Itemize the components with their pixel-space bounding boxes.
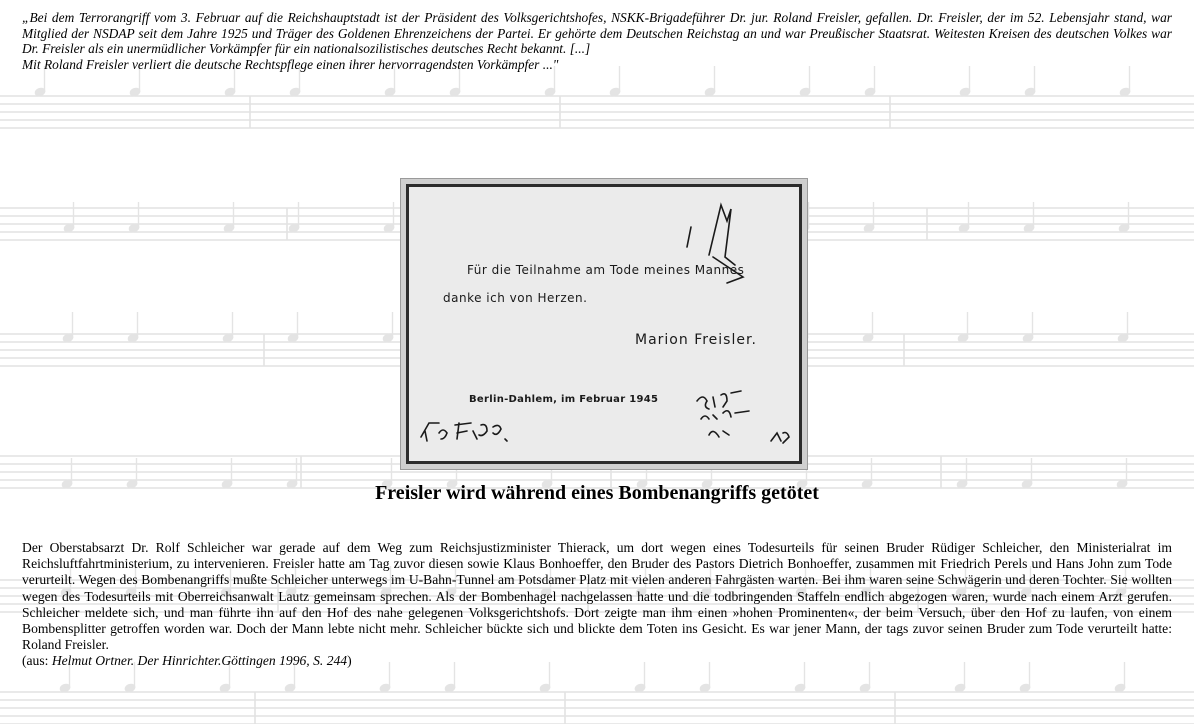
source-prefix: (aus: bbox=[22, 653, 52, 669]
card-place-date: Berlin-Dahlem, im Februar 1945 bbox=[469, 394, 659, 405]
body-paragraph: Der Oberstabsarzt Dr. Rolf Schleicher war gerade auf dem Weg zum Reichsjustizminister Thierack, um dort wegen eines Todesurteils für seinen Bruder Rüdiger Schleicher, den Ministerialrat im Reichsluftfahrtministerium, zu intervenieren. Freisler hatte am Tag zuvor diesen sowie Klaus Bonhoeffer, den Bruder des Pastors Dietrich Bonhoeffer, zusammen mit Friedrich Perels und Hans John zum Tode verurteilt. Wegen des Bombenangriffs mußte Schleicher unterwegs im U-Bahn-Tunnel am Potsdamer Platz mit vielen anderen Fahrgästen warten. Bei ihm waren seine Schwägerin und deren Tochter. Sie wollten wegen des Todesurteils mit Oberreichsanwalt Lautz gemeinsam sprechen. Als der Bombenhagel nachgelassen hatte und die todbringenden Staffeln endlich abgezogen waren, wurde nach einem Arzt gerufen. Schleicher meldete sich, und man führte ihn auf den Hof des nahe gelegenen Volksgerichtshofs. Dort zeigte man ihm einen »hohen Prominenten«, der beim Versuch, über den Hof zu laufen, von einem Bombensplitter getroffen worden war. Doch der Mann lebte nicht mehr. Schleicher bückte sich und blickte dem Toten ins Gesicht. Es war jener Mann, der tags zuvor seinen Bruder zum Tode verurteilt hatte: Roland Freisler. bbox=[22, 540, 1172, 653]
archive-number-icon bbox=[421, 423, 507, 441]
card-text-line2: danke ich von Herzen. bbox=[443, 291, 588, 305]
source-suffix: ) bbox=[347, 653, 352, 669]
intro-quote bbox=[22, 10, 1172, 72]
section-heading: Freisler wird während eines Bombenangriffs getötet bbox=[375, 482, 819, 504]
signature-scrawl-icon bbox=[687, 205, 743, 283]
condolence-card bbox=[406, 184, 802, 464]
card-signature-name: Marion Freisler. bbox=[635, 332, 757, 348]
intro-quote-end: Mit Roland Freisler verliert die deutsche Rechtspflege einen ihrer hervorragendsten Vorkämpfer ..." bbox=[22, 56, 559, 72]
body-text-block bbox=[22, 540, 1172, 670]
card-text-line1: Für die Teilnahme am Tode meines Mannes bbox=[467, 263, 745, 277]
handwritten-note-icon bbox=[697, 391, 749, 437]
initials-icon bbox=[771, 433, 789, 444]
source-citation bbox=[22, 653, 1172, 669]
source-book-citation: Helmut Ortner. Der Hinrichter.Göttingen 1996, S. 244 bbox=[51, 653, 348, 669]
condolence-card-image bbox=[400, 178, 808, 470]
intro-quote-text: „Bei dem Terrorangriff vom 3. Februar auf die Reichshauptstadt ist der Präsident des Volksgerichtshofes, NSKK-Brigadeführer Dr. jur. Roland Freisler, gefallen. Dr. Freisler, der im 52. Lebensjahr stand, war Mitglied der NSDAP seit dem Jahre 1925 und Träger des Goldenen Ehrenzeichens der Partei. Er gehörte dem Deutschen Reichstag an und war Preußischer Staatsrat. Weitesten Kreisen des deutschen Volkes war Dr. Freisler als ein unermüdlicher Vorkämpfer für ein nationalsozilistisches deutsches Recht bekannt. [...] bbox=[22, 10, 1172, 57]
handwritten-annotations bbox=[409, 187, 801, 463]
